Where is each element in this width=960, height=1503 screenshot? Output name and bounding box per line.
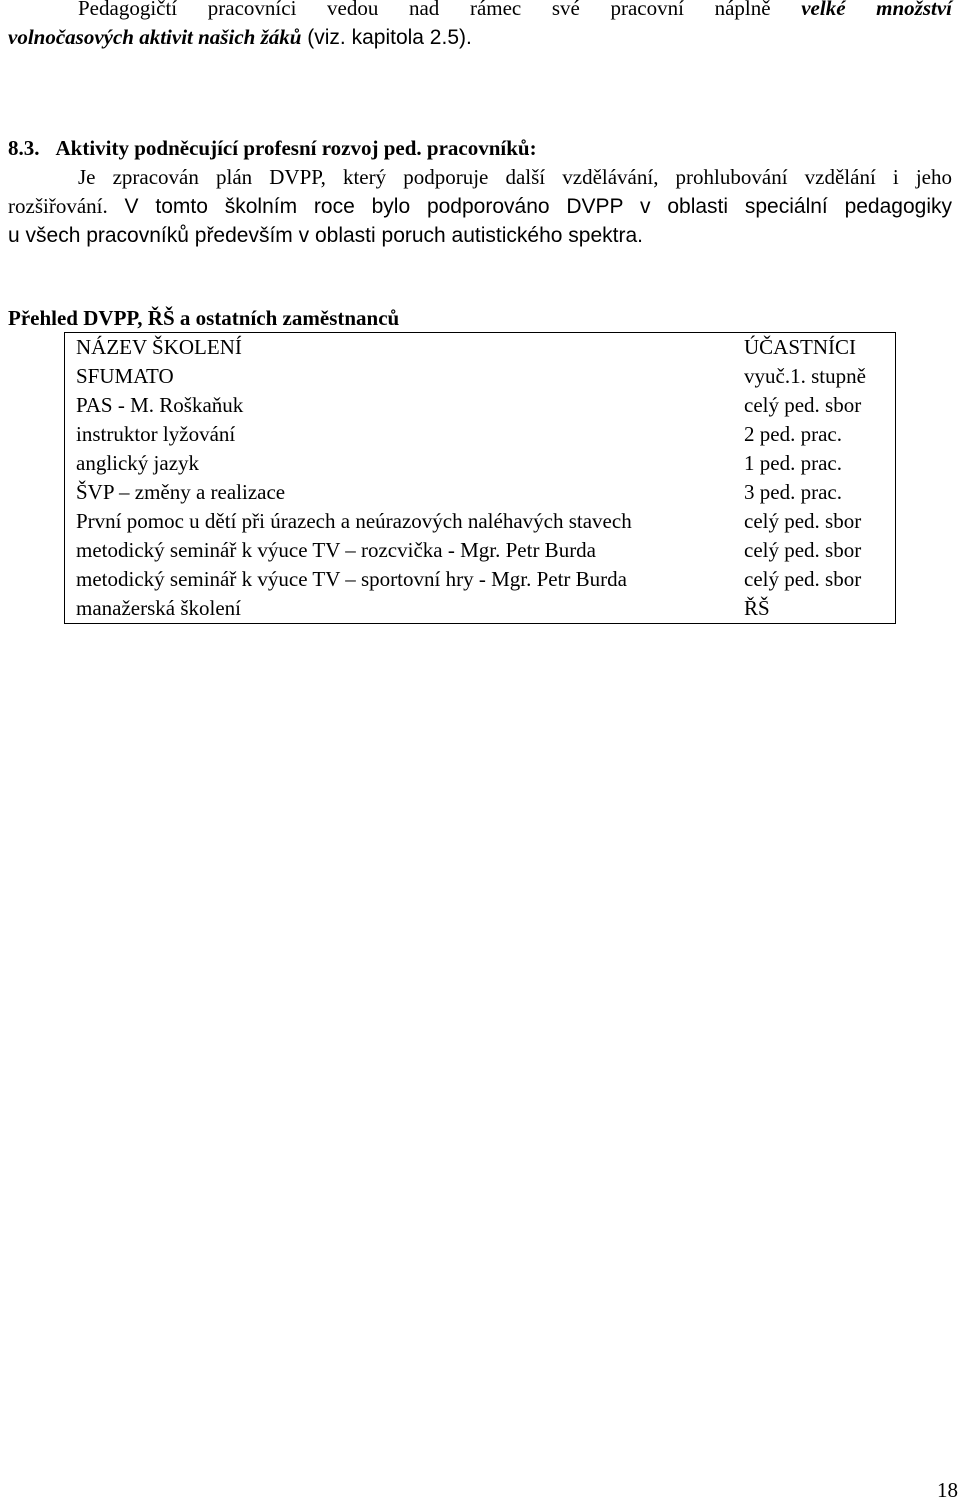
body-line-2 xyxy=(8,192,952,221)
training-name-cell: ŠVP – změny a realizace xyxy=(76,480,286,504)
body-line-2-sans: V tomto školním roce bylo podporováno DVPP v oblasti speciální pedagogiky xyxy=(107,195,952,218)
table-row xyxy=(65,391,896,420)
section-heading xyxy=(8,134,537,163)
body-line-1: Je zpracován plán DVPP, který podporuje další vzdělávání, prohlubování vzdělání i jeho xyxy=(78,165,952,189)
table-row xyxy=(65,594,896,624)
participants-cell: celý ped. sbor xyxy=(744,538,862,562)
intro-line-1-emphasis: velké množství xyxy=(801,0,952,20)
intro-line-1-text: Pedagogičtí pracovníci vedou nad rámec své pracovní náplně xyxy=(78,0,802,20)
participants-cell: vyuč.1. stupně xyxy=(744,364,866,388)
training-name-cell: anglický jazyk xyxy=(76,451,200,475)
training-name-cell: instruktor lyžování xyxy=(76,422,236,446)
header-name: NÁZEV ŠKOLENÍ xyxy=(76,335,242,359)
training-name-cell: PAS - M. Roškaňuk xyxy=(76,393,244,417)
training-name-cell: První pomoc u dětí při úrazech a neúrazových naléhavých stavech xyxy=(76,509,632,533)
participants-cell: celý ped. sbor xyxy=(744,509,862,533)
table-header-row xyxy=(65,333,896,363)
section-title: Aktivity podněcující profesní rozvoj ped. pracovníků: xyxy=(55,136,537,160)
table-row xyxy=(65,478,896,507)
table-row xyxy=(65,565,896,594)
intro-line-1 xyxy=(8,0,952,23)
intro-line-2-emphasis: volnočasových aktivit našich žáků xyxy=(8,25,302,49)
intro-paragraph xyxy=(8,0,952,52)
participants-cell: ŘŠ xyxy=(744,596,770,620)
table-row xyxy=(65,420,896,449)
dvpp-table xyxy=(64,332,896,624)
intro-line-2-text: (viz. kapitola 2.5). xyxy=(301,26,472,49)
training-name-cell: SFUMATO xyxy=(76,364,174,388)
table-title: Přehled DVPP, ŘŠ a ostatních zaměstnanců xyxy=(8,306,400,330)
participants-cell: 2 ped. prac. xyxy=(744,422,842,446)
table-row xyxy=(65,507,896,536)
table-row xyxy=(65,362,896,391)
body-line-2-serif: rozšiřování. xyxy=(8,194,108,218)
intro-line-2 xyxy=(8,25,472,49)
participants-cell: celý ped. sbor xyxy=(744,393,862,417)
training-name-cell: metodický seminář k výuce TV – sportovní hry - Mgr. Petr Burda xyxy=(76,567,627,591)
participants-cell: 1 ped. prac. xyxy=(744,451,842,475)
table-row xyxy=(65,536,896,565)
table-row xyxy=(65,449,896,478)
body-paragraph xyxy=(8,163,952,250)
participants-cell: 3 ped. prac. xyxy=(744,480,842,504)
training-name-cell: metodický seminář k výuce TV – rozcvička - Mgr. Petr Burda xyxy=(76,538,597,562)
body-line-3: u všech pracovníků především v oblasti poruch autistického spektra. xyxy=(8,224,643,247)
header-participants: ÚČASTNÍCI xyxy=(744,335,857,359)
section-number: 8.3. xyxy=(8,136,40,160)
participants-cell: celý ped. sbor xyxy=(744,567,862,591)
training-name-cell: manažerská školení xyxy=(76,596,242,620)
page-number: 18 xyxy=(937,1478,958,1502)
